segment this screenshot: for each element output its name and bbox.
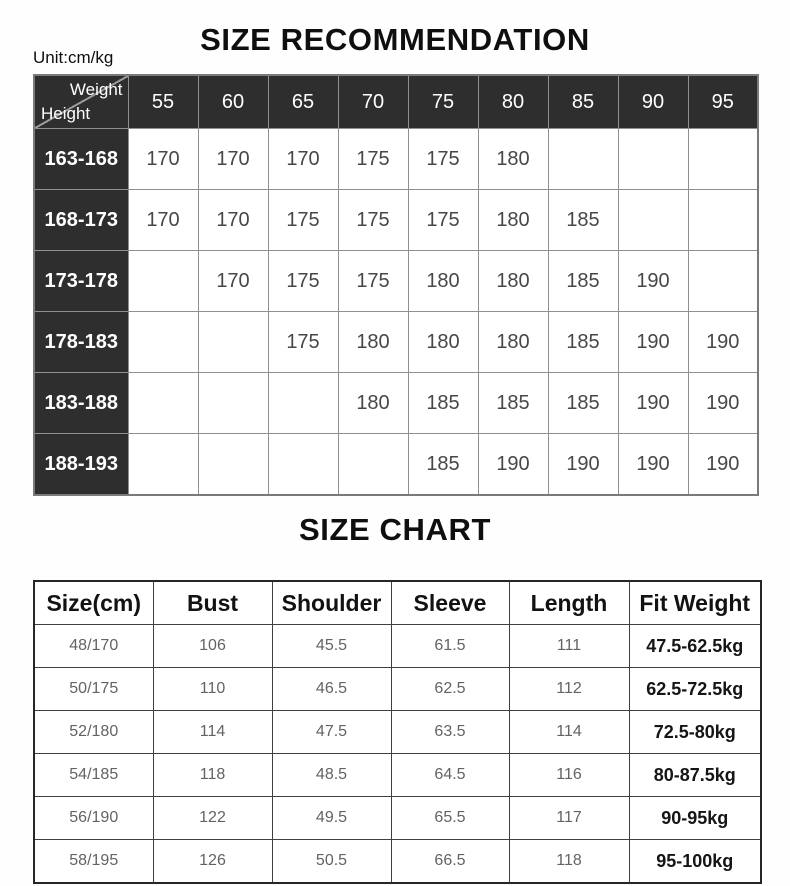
height-row xyxy=(34,129,758,190)
measurement-cell: 62.5-72.5kg xyxy=(629,668,761,711)
recommended-size-cell: 180 xyxy=(478,251,548,312)
recommended-size-cell: 190 xyxy=(618,251,688,312)
recommended-size-cell: 190 xyxy=(688,434,758,496)
recommended-size-cell xyxy=(128,251,198,312)
measurement-cell: 62.5 xyxy=(391,668,509,711)
measurement-cell: 61.5 xyxy=(391,625,509,668)
measurement-cell: 95-100kg xyxy=(629,840,761,884)
recommended-size-cell: 175 xyxy=(408,190,478,251)
recommended-size-cell: 175 xyxy=(268,251,338,312)
weight-column-header: 75 xyxy=(408,75,478,129)
measurement-cell: 46.5 xyxy=(272,668,391,711)
recommended-size-cell: 170 xyxy=(198,129,268,190)
size-chart-column-header: Length xyxy=(509,581,629,625)
weight-column-header: 80 xyxy=(478,75,548,129)
recommended-size-cell xyxy=(338,434,408,496)
weight-height-corner-cell xyxy=(34,75,128,129)
size-label-cell: 50/175 xyxy=(34,668,153,711)
size-chart-column-header: Bust xyxy=(153,581,272,625)
height-range-header: 168-173 xyxy=(34,190,128,251)
recommended-size-cell: 170 xyxy=(198,251,268,312)
size-chart-header-row xyxy=(34,581,761,625)
weight-column-header: 70 xyxy=(338,75,408,129)
height-row xyxy=(34,190,758,251)
measurement-cell: 72.5-80kg xyxy=(629,711,761,754)
recommended-size-cell: 190 xyxy=(618,312,688,373)
measurement-cell: 64.5 xyxy=(391,754,509,797)
size-label-cell: 52/180 xyxy=(34,711,153,754)
measurement-cell: 80-87.5kg xyxy=(629,754,761,797)
recommended-size-cell: 175 xyxy=(268,190,338,251)
recommended-size-cell xyxy=(268,373,338,434)
recommended-size-cell: 185 xyxy=(548,373,618,434)
recommended-size-cell: 185 xyxy=(548,251,618,312)
measurement-cell: 50.5 xyxy=(272,840,391,884)
recommended-size-cell: 185 xyxy=(408,373,478,434)
size-chart-column-header: Sleeve xyxy=(391,581,509,625)
recommended-size-cell: 190 xyxy=(688,373,758,434)
measurement-cell: 48.5 xyxy=(272,754,391,797)
recommended-size-cell: 180 xyxy=(338,312,408,373)
measurement-cell: 111 xyxy=(509,625,629,668)
weight-column-header: 55 xyxy=(128,75,198,129)
size-chart-row xyxy=(34,668,761,711)
recommended-size-cell xyxy=(198,312,268,373)
corner-weight-label: Weight xyxy=(69,80,123,99)
recommended-size-cell xyxy=(618,129,688,190)
recommended-size-cell: 175 xyxy=(338,251,408,312)
recommended-size-cell xyxy=(688,251,758,312)
recommended-size-cell: 180 xyxy=(478,190,548,251)
height-range-header: 188-193 xyxy=(34,434,128,496)
recommended-size-cell: 185 xyxy=(408,434,478,496)
height-range-header: 163-168 xyxy=(34,129,128,190)
recommended-size-cell: 180 xyxy=(408,251,478,312)
measurement-cell: 118 xyxy=(153,754,272,797)
size-chart-row xyxy=(34,711,761,754)
size-recommendation-title: SIZE RECOMMENDATION xyxy=(200,22,590,57)
weight-column-header: 60 xyxy=(198,75,268,129)
height-range-header: 178-183 xyxy=(34,312,128,373)
height-row xyxy=(34,251,758,312)
measurement-cell: 114 xyxy=(153,711,272,754)
recommended-size-cell xyxy=(618,190,688,251)
recommended-size-cell xyxy=(688,190,758,251)
recommended-size-cell xyxy=(128,373,198,434)
measurement-cell: 45.5 xyxy=(272,625,391,668)
unit-label: Unit:cm/kg xyxy=(33,48,114,67)
height-row xyxy=(34,312,758,373)
recommended-size-cell xyxy=(198,373,268,434)
measurement-cell: 112 xyxy=(509,668,629,711)
size-chart-column-header: Size(cm) xyxy=(34,581,153,625)
weight-column-header: 85 xyxy=(548,75,618,129)
measurement-cell: 114 xyxy=(509,711,629,754)
height-row xyxy=(34,434,758,496)
height-row xyxy=(34,373,758,434)
recommended-size-cell: 180 xyxy=(338,373,408,434)
recommended-size-cell: 170 xyxy=(128,190,198,251)
size-label-cell: 56/190 xyxy=(34,797,153,840)
recommended-size-cell xyxy=(128,434,198,496)
size-chart-row xyxy=(34,625,761,668)
weight-header-row xyxy=(34,75,758,129)
recommended-size-cell: 190 xyxy=(618,434,688,496)
measurement-cell: 49.5 xyxy=(272,797,391,840)
recommended-size-cell: 180 xyxy=(478,312,548,373)
recommended-size-cell xyxy=(548,129,618,190)
recommended-size-cell xyxy=(128,312,198,373)
recommended-size-cell: 185 xyxy=(548,190,618,251)
measurement-cell: 118 xyxy=(509,840,629,884)
recommended-size-cell: 190 xyxy=(688,312,758,373)
measurement-cell: 106 xyxy=(153,625,272,668)
recommended-size-cell: 180 xyxy=(408,312,478,373)
recommended-size-cell: 175 xyxy=(338,190,408,251)
recommended-size-cell: 185 xyxy=(478,373,548,434)
recommended-size-cell xyxy=(688,129,758,190)
height-range-header: 173-178 xyxy=(34,251,128,312)
measurement-cell: 90-95kg xyxy=(629,797,761,840)
measurement-cell: 110 xyxy=(153,668,272,711)
size-label-cell: 48/170 xyxy=(34,625,153,668)
recommended-size-cell: 170 xyxy=(128,129,198,190)
size-chart-table xyxy=(33,580,762,884)
recommended-size-cell: 175 xyxy=(338,129,408,190)
measurement-cell: 122 xyxy=(153,797,272,840)
weight-column-header: 90 xyxy=(618,75,688,129)
weight-column-header: 95 xyxy=(688,75,758,129)
recommended-size-cell xyxy=(268,434,338,496)
measurement-cell: 63.5 xyxy=(391,711,509,754)
weight-column-header: 65 xyxy=(268,75,338,129)
recommended-size-cell: 180 xyxy=(478,129,548,190)
size-chart-column-header: Fit Weight xyxy=(629,581,761,625)
size-chart-title: SIZE CHART xyxy=(299,512,491,547)
measurement-cell: 126 xyxy=(153,840,272,884)
recommended-size-cell: 190 xyxy=(478,434,548,496)
size-chart-row xyxy=(34,754,761,797)
recommended-size-cell: 190 xyxy=(618,373,688,434)
recommended-size-cell: 170 xyxy=(198,190,268,251)
measurement-cell: 66.5 xyxy=(391,840,509,884)
measurement-cell: 116 xyxy=(509,754,629,797)
size-chart-row xyxy=(34,797,761,840)
measurement-cell: 117 xyxy=(509,797,629,840)
size-chart-row xyxy=(34,840,761,884)
recommended-size-cell xyxy=(198,434,268,496)
size-recommendation-table xyxy=(33,74,759,496)
measurement-cell: 47.5 xyxy=(272,711,391,754)
recommended-size-cell: 175 xyxy=(268,312,338,373)
size-label-cell: 54/185 xyxy=(34,754,153,797)
recommended-size-cell: 175 xyxy=(408,129,478,190)
recommended-size-cell: 190 xyxy=(548,434,618,496)
recommended-size-cell: 185 xyxy=(548,312,618,373)
measurement-cell: 65.5 xyxy=(391,797,509,840)
corner-height-label: Height xyxy=(41,104,91,123)
size-chart-column-header: Shoulder xyxy=(272,581,391,625)
size-label-cell: 58/195 xyxy=(34,840,153,884)
measurement-cell: 47.5-62.5kg xyxy=(629,625,761,668)
diagonal-divider xyxy=(35,76,128,128)
height-range-header: 183-188 xyxy=(34,373,128,434)
recommended-size-cell: 170 xyxy=(268,129,338,190)
